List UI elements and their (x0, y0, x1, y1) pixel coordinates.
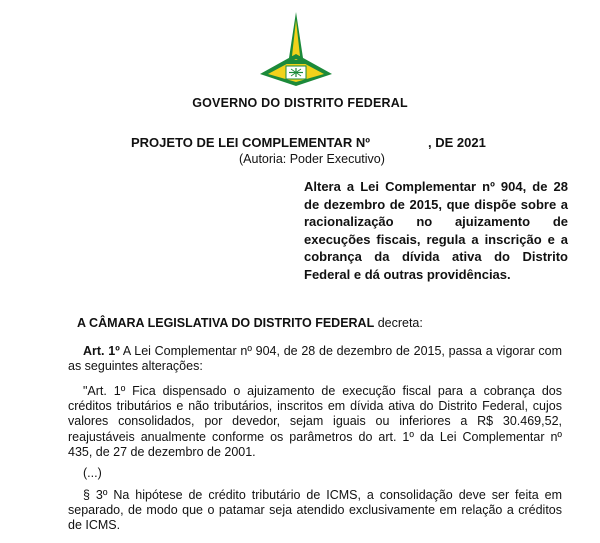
chamber-decree-verb: decreta: (374, 316, 423, 330)
gdf-emblem (256, 10, 336, 88)
chamber-decree (77, 316, 423, 331)
chamber-name: A CÂMARA LEGISLATIVA DO DISTRITO FEDERAL (77, 316, 375, 330)
government-name: GOVERNO DO DISTRITO FEDERAL (192, 96, 408, 110)
ellipsis: (...) (83, 466, 102, 480)
law-title (131, 135, 486, 150)
gdf-emblem-icon (256, 10, 336, 88)
law-title-prefix: PROJETO DE LEI COMPLEMENTAR Nº (131, 135, 371, 150)
quoted-article: "Art. 1º Fica dispensado o ajuizamento de execução fiscal para a cobrança dos créditos tributários e não tributários, inscritos em dívida ativa do Distrito Federal, cujos valores consolidados, por devedor, sejam iguais ou inferiores a R$ 30.469,52, reajustáveis anualmente conforme os parâmetros do art. 1º da Lei Complementar nº 435, de 27 de dezembro de 2001. (68, 384, 562, 459)
authorship: (Autoria: Poder Executivo) (239, 152, 385, 166)
article-1-label: Art. 1º (83, 344, 120, 358)
ementa: Altera a Lei Complementar nº 904, de 28 de dezembro de 2015, que dispõe sobre a racionalização no ajuizamento de execuções fiscais, regula a inscrição e a cobrança da dívida ativa do Distrito Federal e dá outras providências. (304, 179, 568, 282)
paragraph-3: § 3º Na hipótese de crédito tributário de ICMS, a consolidação deve ser feita em separado, de modo que o patamar seja atendido exclusivamente em relação a créditos de ICMS. (68, 488, 562, 533)
article-1 (68, 344, 562, 374)
article-1-text: A Lei Complementar nº 904, de 28 de dezembro de 2015, passa a vigorar com as seguintes alterações: (68, 344, 562, 374)
law-title-suffix: , DE 2021 (428, 135, 486, 150)
